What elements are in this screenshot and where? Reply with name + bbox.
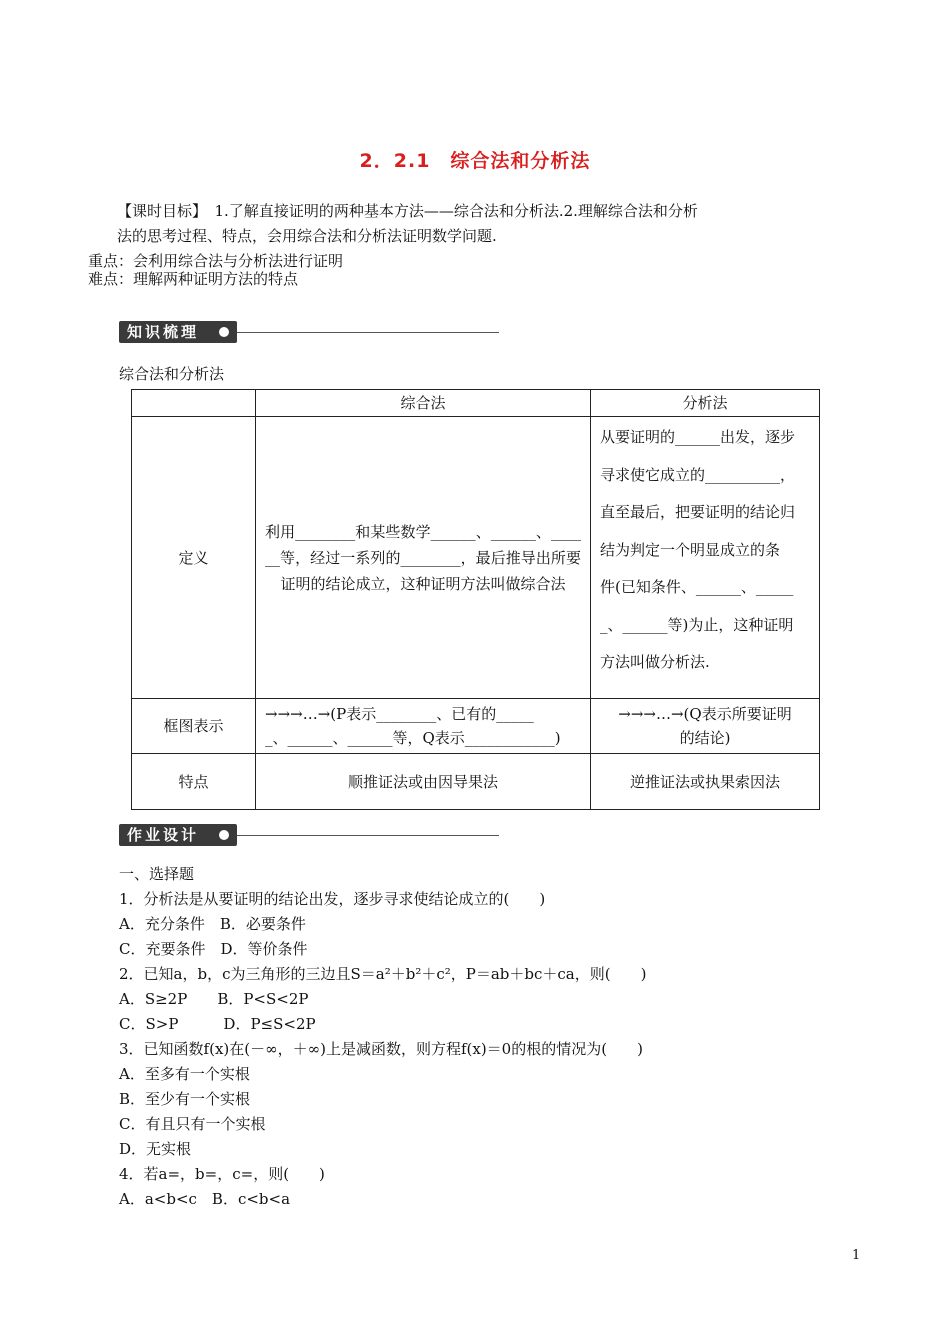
- bullet-dot-icon: [219, 327, 229, 337]
- comparison-table: [131, 389, 820, 810]
- text-line: 的结论): [679, 729, 731, 747]
- text-line: →→→…→(Q表示所要证明: [618, 705, 792, 723]
- text-line: 直至最后，把要证明的结论归: [600, 503, 796, 521]
- section-label: 知识梳理: [119, 321, 237, 343]
- definition-synthetic: [256, 417, 591, 699]
- text-line: _、______、______等，Q表示____________): [265, 729, 561, 747]
- row-label-features: 特点: [132, 754, 256, 810]
- text-line: _、______等)为止，这种证明: [600, 615, 794, 634]
- page-number: 1: [852, 1248, 861, 1263]
- question-1: 1．分析法是从要证明的结论出发，逐步寻求使结论成立的( ): [119, 890, 546, 908]
- features-synthetic: 顺推证法或由因导果法: [256, 754, 591, 810]
- text-line: 从要证明的______出发，逐步: [600, 428, 796, 446]
- q2-options-ab: A．S≥2P B．P<S<2P: [119, 990, 309, 1008]
- question-4: 4．若a=，b=，c=，则( ): [119, 1165, 325, 1183]
- question-2: 2．已知a，b，c为三角形的三边且S＝a²＋b²＋c²，P＝ab＋bc＋ca，则( ): [119, 965, 647, 983]
- table-caption: 综合法和分析法: [119, 365, 225, 383]
- section-rule: [237, 835, 499, 836]
- diagram-synthetic-text: [265, 702, 581, 750]
- objectives-line-2: 法的思考过程、特点，会用综合法和分析法证明数学问题.: [117, 227, 497, 245]
- table-row-features: [132, 754, 820, 810]
- row-label-diagram: 框图表示: [132, 699, 256, 754]
- diagram-analytic: [591, 699, 820, 754]
- text-line: 寻求使它成立的__________，: [600, 465, 796, 484]
- text-line: 方法叫做分析法.: [600, 653, 710, 671]
- q3-option-b: B．至少有一个实根: [119, 1090, 251, 1108]
- text-line: 结为判定一个明显成立的条: [600, 540, 781, 559]
- definition-analytic-text: [600, 419, 810, 682]
- text-line: →→→…→(P表示________、已有的_____: [265, 705, 534, 723]
- q3-option-d: D．无实根: [119, 1140, 192, 1158]
- header-cell-empty: [132, 390, 256, 417]
- section-rule: [237, 332, 499, 333]
- page-title: 2．2.1 综合法和分析法: [359, 150, 591, 172]
- q1-options-cd: C．充要条件 D．等价条件: [119, 940, 308, 958]
- q3-option-a: A．至多有一个实根: [119, 1065, 250, 1083]
- q4-options-ab: A．a<b<c B．c<b<a: [119, 1190, 291, 1208]
- q1-options-ab: A．充分条件 B．必要条件: [119, 915, 306, 933]
- table-row-diagram: [132, 699, 820, 754]
- header-cell-analytic: 分析法: [591, 390, 820, 417]
- row-label-definition: 定义: [132, 417, 256, 699]
- q3-option-c: C．有且只有一个实根: [119, 1115, 266, 1133]
- exercise-heading: 一、选择题: [119, 865, 195, 883]
- bullet-dot-icon: [219, 830, 229, 840]
- focus-point: 重点：会利用综合法与分析法进行证明: [88, 252, 344, 270]
- table-row-definition: [132, 417, 820, 699]
- header-cell-synthetic: 综合法: [256, 390, 591, 417]
- diagram-synthetic: [256, 699, 591, 754]
- text-line: 件(已知条件、______、_____: [600, 578, 794, 596]
- question-3: 3．已知函数f(x)在(－∞，＋∞)上是减函数，则方程f(x)＝0的根的情况为( ): [119, 1040, 643, 1058]
- diagram-analytic-text: [600, 702, 810, 750]
- objectives-line-1: 【课时目标】 1.了解直接证明的两种基本方法——综合法和分析法.2.理解综合法和分析: [117, 202, 698, 220]
- definition-synthetic-text: 利用________和某些数学______、______、______等，经过一系列的________，最后推导出所要证明的结论成立，这种证明方法叫做综合法: [265, 522, 581, 593]
- definition-analytic: [591, 417, 820, 699]
- section-label: 作业设计: [119, 824, 237, 846]
- difficulty-point: 难点：理解两种证明方法的特点: [88, 270, 299, 288]
- table-header-row: [132, 390, 820, 417]
- features-analytic: 逆推证法或执果索因法: [591, 754, 820, 810]
- q2-options-cd: C．S>P D．P≤S<2P: [119, 1015, 316, 1033]
